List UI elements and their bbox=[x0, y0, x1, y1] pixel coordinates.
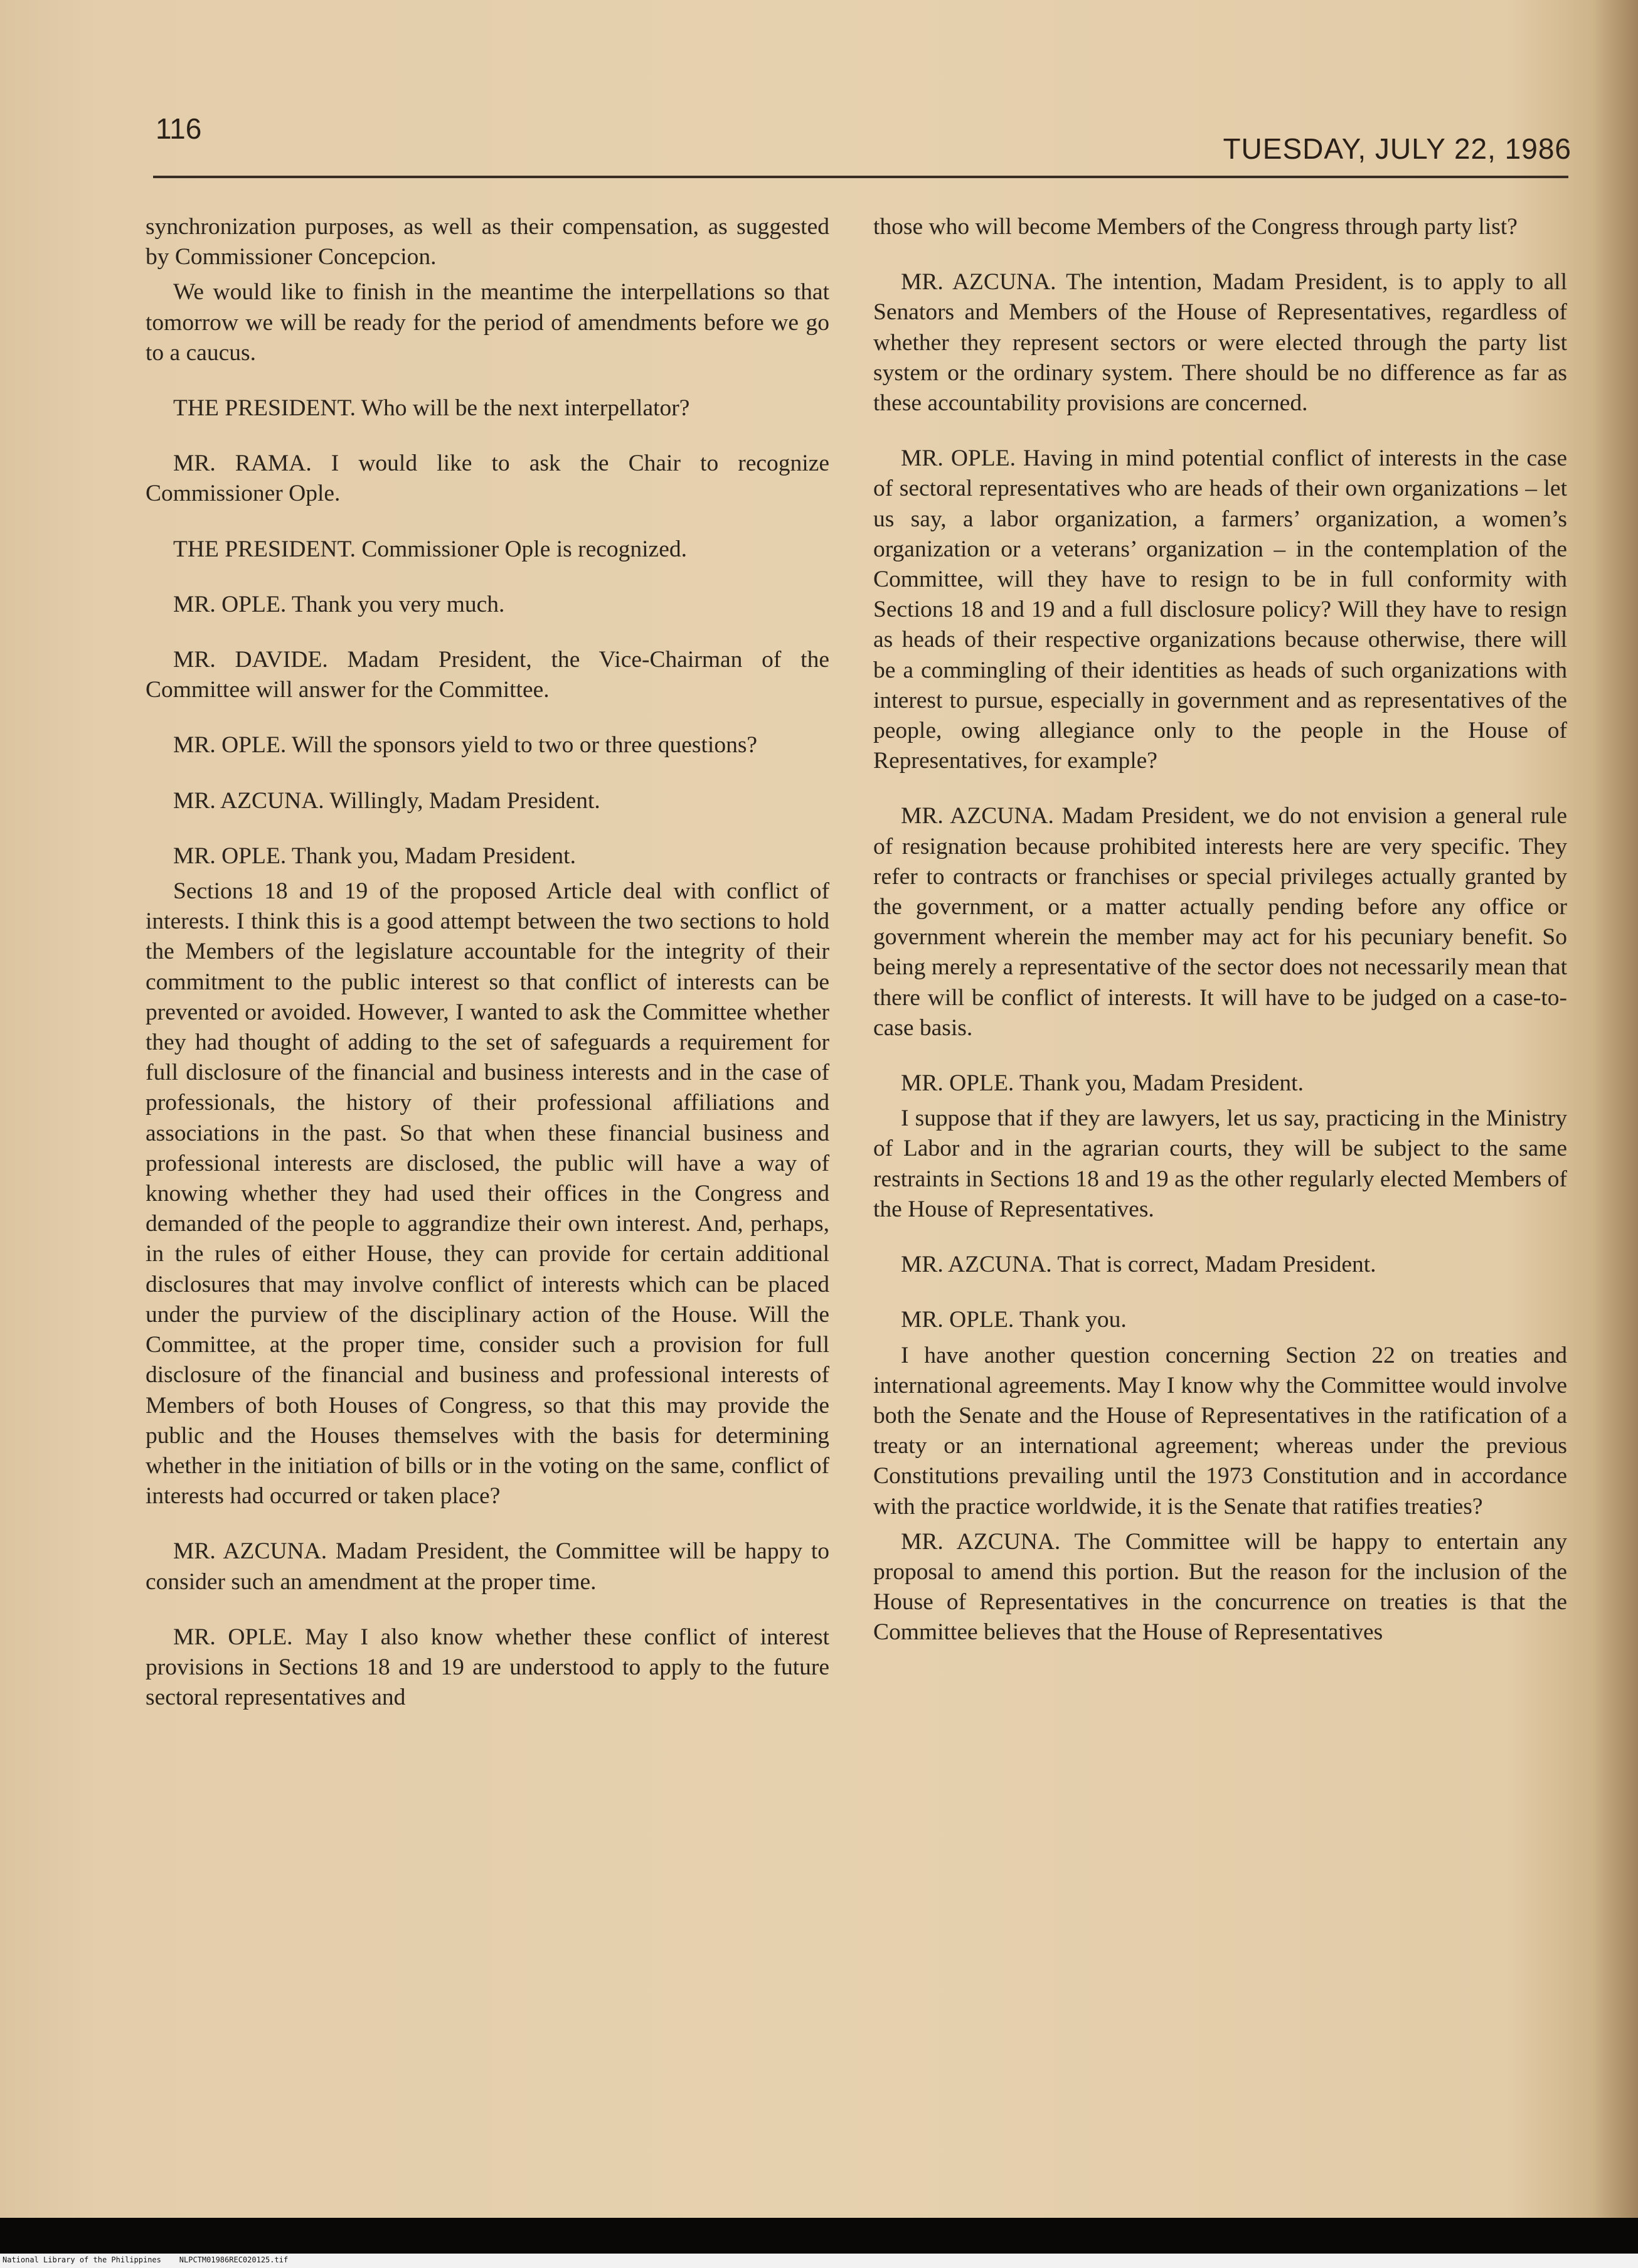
session-date: TUESDAY, JULY 22, 1986 bbox=[1223, 132, 1572, 165]
paragraph: MR. AZCUNA. The intention, Madam President, is to apply to all Senators and Members of the House of Representatives, regardless of whether they represent sectors or were elected through the party list system or the ordinary system. There should be no difference as far as these accountability provisions are concerned. bbox=[873, 269, 1567, 417]
paragraph: MR. OPLE. Thank you, Madam President. bbox=[173, 843, 576, 869]
paragraph: synchronization purposes, as well as their compensation, as suggested by Commissioner Concepcion. bbox=[146, 214, 829, 270]
page-edge-shadow bbox=[1594, 0, 1638, 2218]
paragraph: We would like to finish in the meantime the interpellations so that tomorrow we will be ready for the period of amendments before we go to a caucus. bbox=[146, 279, 829, 366]
paragraph: MR. AZCUNA. The Committee will be happy to entertain any proposal to amend this portion. But the reason for the inclusion of the House of Representatives in the concurrence on treaties is that the Committee believes that the House of Representatives bbox=[873, 1528, 1567, 1646]
right-column bbox=[873, 212, 1567, 1673]
paragraph: MR. OPLE. Will the sponsors yield to two or three questions? bbox=[173, 732, 758, 759]
scan-footer-text bbox=[3, 2255, 288, 2264]
paragraph: I suppose that if they are lawyers, let us say, practicing in the Ministry of Labor and in the agrarian courts, they will be subject to the same restraints in Sections 18 and 19 as the other regularly elected Members of the House of Representatives. bbox=[873, 1105, 1567, 1222]
paragraph: MR. DAVIDE. Madam President, the Vice-Chairman of the Committee will answer for the Committee. bbox=[146, 647, 829, 703]
paragraph: MR. OPLE. Having in mind potential conflict of interests in the case of sectoral representatives who are heads of their own organizations – let us say, a labor organization, a farmers’ organization, a women’s organization or a veterans’ organization – in the contemplation of the Committee, will they have to resign to be in full conformity with Sections 18 and 19 and a full disclosure policy? Will they have to resign as heads of their respective organizations because otherwise, there will be a commingling of their identities as heads of such organizations with interest to pursue, especially in government and as representatives of the people, owing allegiance only to the people in the House of Representatives, for example? bbox=[873, 445, 1567, 774]
file-name: NLPCTM01986REC020125.tif bbox=[179, 2255, 289, 2264]
paragraph: MR. OPLE. Thank you very much. bbox=[173, 591, 505, 617]
paragraph: THE PRESIDENT. Who will be the next interpellator? bbox=[173, 395, 690, 422]
paragraph: THE PRESIDENT. Commissioner Ople is recognized. bbox=[173, 536, 687, 562]
paragraph: MR. AZCUNA. Willingly, Madam President. bbox=[173, 787, 600, 814]
paragraph: MR. OPLE. Thank you. bbox=[901, 1307, 1127, 1333]
paragraph: MR. OPLE. May I also know whether these conflict of interest provisions in Sections 18 and 19 are understood to apply to the future sectoral representatives and bbox=[146, 1624, 829, 1711]
paragraph: MR. AZCUNA. Madam President, we do not envision a general rule of resignation because prohibited interests here are very specific. They refer to contracts or franchises or special privileges actually granted by the government, or a matter actually pending before any office or government wherein the member may act for his pecuniary benefit. So being merely a representative of the sector does not necessarily mean that there will be conflict of interests. It will have to be judged on a case-to-case basis. bbox=[873, 803, 1567, 1041]
paragraph: MR. RAMA. I would like to ask the Chair to recognize Commissioner Ople. bbox=[146, 450, 829, 507]
paragraph: I have another question concerning Section 22 on treaties and international agreements. May I know why the Committee would involve both the Senate and the House of Representatives in the ratification of a treaty or an international agreement; whereas under the previous Constitutions prevailing until the 1973 Constitution and in accordance with the practice worldwide, it is the Senate that ratifies treaties? bbox=[873, 1342, 1567, 1520]
paragraph: those who will become Members of the Congress through party list? bbox=[873, 214, 1518, 240]
paragraph: MR. AZCUNA. That is correct, Madam President. bbox=[901, 1252, 1376, 1278]
paragraph: MR. AZCUNA. Madam President, the Committee will be happy to consider such an amendment at the proper time. bbox=[146, 1538, 829, 1595]
paragraph: MR. OPLE. Thank you, Madam President. bbox=[901, 1070, 1304, 1097]
archive-label: National Library of the Philippines bbox=[3, 2255, 161, 2264]
page-number: 116 bbox=[156, 112, 202, 145]
left-column bbox=[146, 212, 829, 1738]
header-rule bbox=[153, 176, 1568, 178]
paragraph: Sections 18 and 19 of the proposed Article deal with conflict of interests. I think this is a good attempt between the two sections to hold the Members of the legislature accountable for the integrity of their commitment to the public interest so that conflict of interests can be prevented or avoided. However, I wanted to ask the Committee whether they had thought of adding to the set of safeguards a requirement for full disclosure of the financial and business interests and in the case of professionals, the history of their professional affiliations and associations in the past. So that when these financial business and professional interests are disclosed, the public will have a way of knowing whether they had used their offices in the Congress and demanded of the people to aggrandize their own interest. And, perhaps, in the rules of either House, they can provide for certain additional disclosures that may involve conflict of interests which can be placed under the purview of the disciplinary action of the House. Will the Committee, at the proper time, consider such a provision for full disclosure of the financial and business and professional interests of Members of both Houses of Congress, so that this may provide the public and the Houses themselves with the basis for determining whether in the initiation of bills or in the voting on the same, conflict of interests had occurred or taken place? bbox=[146, 878, 829, 1509]
